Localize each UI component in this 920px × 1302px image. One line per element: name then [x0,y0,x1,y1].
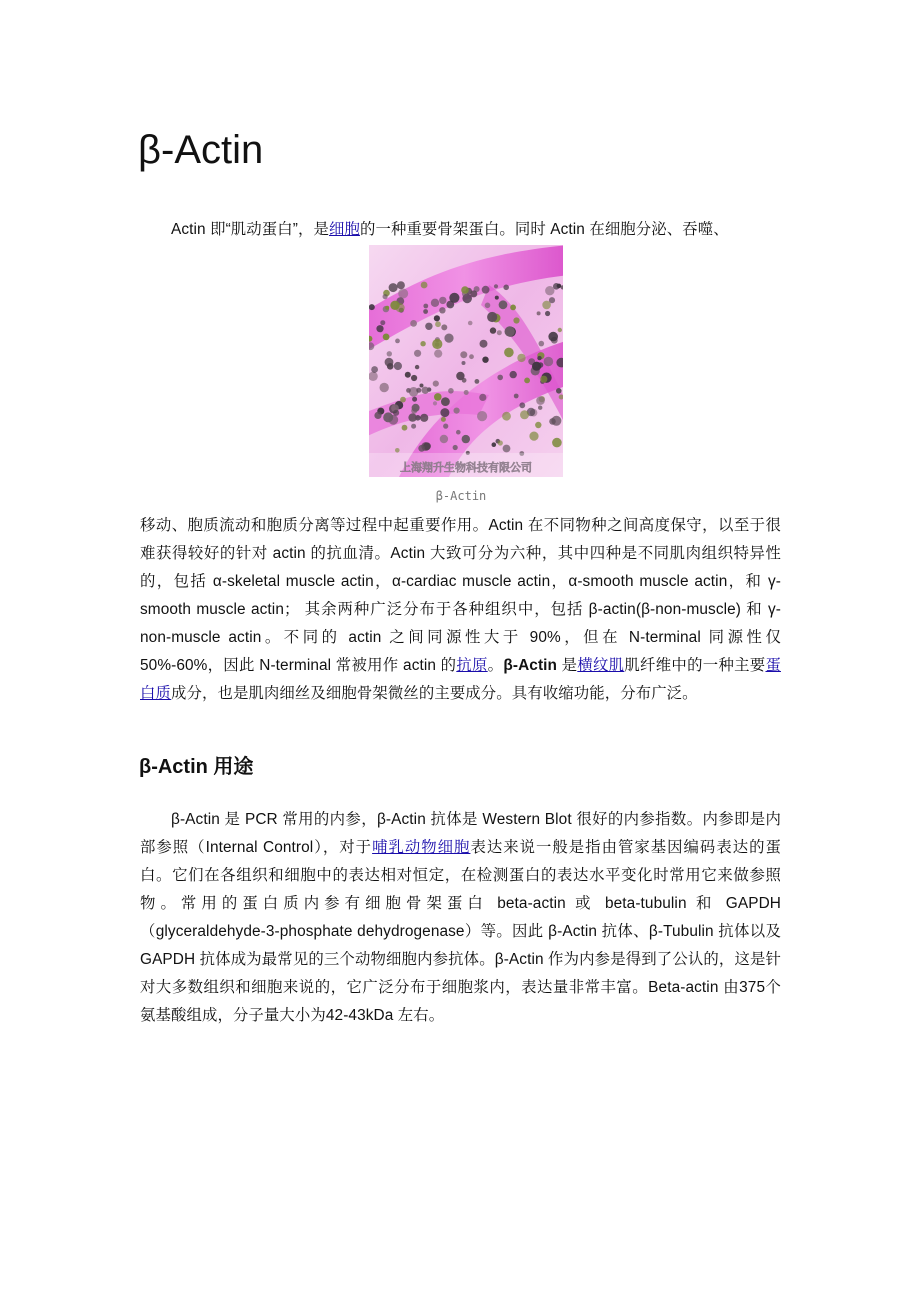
particle-dot [545,286,554,295]
particle-dot [434,393,442,401]
particle-dot [494,284,498,288]
link-cell[interactable]: 细胞 [328,221,360,238]
particle-dot [410,320,417,327]
section-heading-uses: β-Actin 用途 [139,756,254,778]
particle-dot [520,410,529,419]
link-antigen[interactable]: 抗原 [456,657,488,674]
particle-dot [434,350,442,358]
particle-dot [497,375,503,381]
particle-dot [408,413,416,421]
particle-dot [439,297,446,304]
watermark-text: 上海翔升生物科技有限公司 [400,461,532,474]
particle-dot [462,435,470,443]
actin-figure-image [369,245,563,477]
particle-dot [524,378,530,384]
particle-dot [374,412,381,419]
actin-illustration [369,245,563,477]
particle-dot [423,304,428,309]
p1-text-3: 是 [557,657,578,674]
p1-text-5: 成分，也是肌肉细丝及细胞骨架微丝的主要成分。具有收缩功能，分布广泛。 [170,685,698,702]
particle-dot [456,372,464,380]
particle-dot [479,394,486,401]
particle-dot [412,404,420,412]
link-protein[interactable]: 蛋白质 [140,657,781,702]
particle-dot [539,341,545,347]
particle-dot [418,445,425,452]
particle-dot [468,321,473,326]
particle-dot [440,408,449,417]
particle-dot [441,397,450,406]
particle-dot [461,286,469,294]
particle-dot [487,312,497,322]
particle-dot [394,362,402,370]
particle-dot [454,408,460,414]
particle-dot [395,448,400,453]
intro-paragraph [140,216,781,244]
particle-dot [385,306,389,310]
particle-dot [395,339,400,344]
particle-dot [510,371,517,378]
particle-dot [405,372,411,378]
particle-dot [456,430,461,435]
particle-dot [504,348,514,358]
particle-dot [412,397,417,402]
particle-dot [448,388,454,394]
paragraph-actin-types [140,512,781,708]
particle-dot [443,424,448,429]
particle-dot [431,299,439,307]
particle-dot [537,356,541,360]
particle-dot [513,317,519,323]
particle-dot [553,283,560,290]
particle-dot [552,438,562,448]
particle-dot [558,328,562,332]
particle-dot [387,351,392,356]
particle-dot [537,311,541,315]
particle-dot [420,341,425,346]
particle-dot [393,410,399,416]
p1-text-2: 。 [487,657,504,674]
page-title: β-Actin [138,128,264,172]
particle-dot [444,334,453,343]
figure-caption: β-Actin [435,489,487,503]
particle-dot [434,315,440,321]
particle-dot [398,289,408,299]
particle-dot [385,358,394,367]
particle-dot [529,432,538,441]
particle-dot [475,379,480,384]
particle-dot [421,282,428,289]
particle-dot [499,300,508,309]
particle-dot [519,402,525,408]
particle-dot [380,320,385,325]
particle-dot [411,375,417,381]
particle-dot [495,296,499,300]
link-striated-muscle[interactable]: 横纹肌 [577,657,625,674]
particle-dot [440,435,448,443]
p2-text-2: 表达来说一般是指由管家基因编码表达的蛋白。它们在各组织和细胞中的表达相对恒定，在检测蛋白的表达水平变化时常用它来做参照物。常用的蛋白质内参有细胞骨架蛋白 beta-actin 或 beta-tubulin 和 GAPDH（glyceraldehyde-3-phosphate dehydrogenase）等。因此 β-Actin 抗体、β-Tubulin 抗体以及 GAPDH 抗体成为最常见的三个动物细胞内参抗体。β-Actin 作为内参是得到了公认的，这是针对大多数组织和细胞来说的，它广泛分布于细胞浆内，表达量非常丰富。Beta-actin 由375个氨基酸组成，分子量大小为42-43kDa 左右。 [140,839,781,1024]
particle-dot [402,425,408,431]
particle-dot [470,290,477,297]
p1-bold-beta-actin: β-Actin [503,657,558,674]
particle-dot [432,339,442,349]
particle-dot [425,323,432,330]
particle-dot [545,311,550,316]
particle-dot [502,412,511,421]
particle-dot [482,357,488,363]
particle-dot [556,388,562,394]
particle-dot [480,340,488,348]
particle-dot [540,376,547,383]
particle-dot [371,366,378,373]
particle-dot [453,445,458,450]
particle-dot [536,396,545,405]
particle-dot [464,390,469,395]
particle-dot [411,424,416,429]
particle-dot [503,445,511,453]
paragraph-uses [140,806,781,1030]
particle-dot [406,388,411,393]
particle-dot [485,303,491,309]
particle-dot [376,325,383,332]
p1-text-4: 肌纤维中的一种主要 [624,657,766,674]
p2-text-1: β-Actin 是 PCR 常用的内参，β-Actin 抗体是 Western Blot 很好的内参指数。内参即是内部参照（Internal Control），对于 [140,811,781,856]
particle-dot [433,401,437,405]
particle-dot [380,383,389,392]
particle-dot [415,365,419,369]
particle-dot [510,305,516,311]
particle-dot [423,309,428,314]
particle-dot [538,406,542,410]
particle-dot [505,326,515,336]
intro-text-1: Actin 即“肌动蛋白”，是 [171,221,329,238]
p1-text-1: 移动、胞质流动和胞质分离等过程中起重要作用。Actin 在不同物种之间高度保守，以至于很难获得较好的针对 actin 的抗血清。Actin 大致可分为六种，其中四种是不同肌肉组织特异性的，包括 α-skeletal muscle actin，α-cardiac muscle actin，α-smooth muscle actin，和 γ-smooth muscle actin； 其余两种广泛分布于各种组织中，包括 β-actin(β-non-muscle) 和 γ-non-muscle actin。不同的 actin 之间同源性大于 90%，但在 N-terminal 同源性仅 50%-60%，因此 N-terminal 常被用作 actin 的 [140,517,781,674]
particle-dot [383,334,390,341]
particle-dot [544,357,554,367]
particle-dot [542,301,551,310]
particle-dot [396,303,405,312]
particle-dot [389,283,398,292]
particle-dot [497,330,502,335]
particle-dot [446,301,454,309]
particle-dot [414,350,421,357]
particle-dot [482,286,490,294]
particle-dot [477,411,487,421]
particle-dot [514,394,519,399]
particle-dot [532,362,541,371]
particle-dot [420,414,428,422]
particle-dot [548,332,558,342]
particle-dot [433,381,439,387]
particle-dot [460,351,467,358]
particle-dot [469,354,474,359]
particle-dot [462,361,466,365]
particle-dot [383,412,393,422]
particle-dot [441,417,446,422]
particle-dot [498,440,503,445]
particle-dot [551,416,561,426]
particle-dot [400,397,406,403]
particle-dot [383,294,388,299]
particle-dot [517,354,525,362]
particle-dot [441,324,447,330]
intro-text-2: 的一种重要骨架蛋白。同时 Actin 在细胞分泌、吞噬、 [359,221,729,238]
link-mammalian-cell[interactable]: 哺乳动物细胞 [372,839,471,856]
particle-dot [435,321,441,327]
particle-dot [490,327,496,333]
particle-dot [416,388,421,393]
particle-dot [503,285,509,291]
particle-dot [422,387,429,394]
particle-dot [439,307,445,313]
particle-dot [420,384,424,388]
particle-dot [492,442,497,447]
particle-dot [369,304,375,310]
particle-dot [397,281,405,289]
particle-dot [535,422,541,428]
